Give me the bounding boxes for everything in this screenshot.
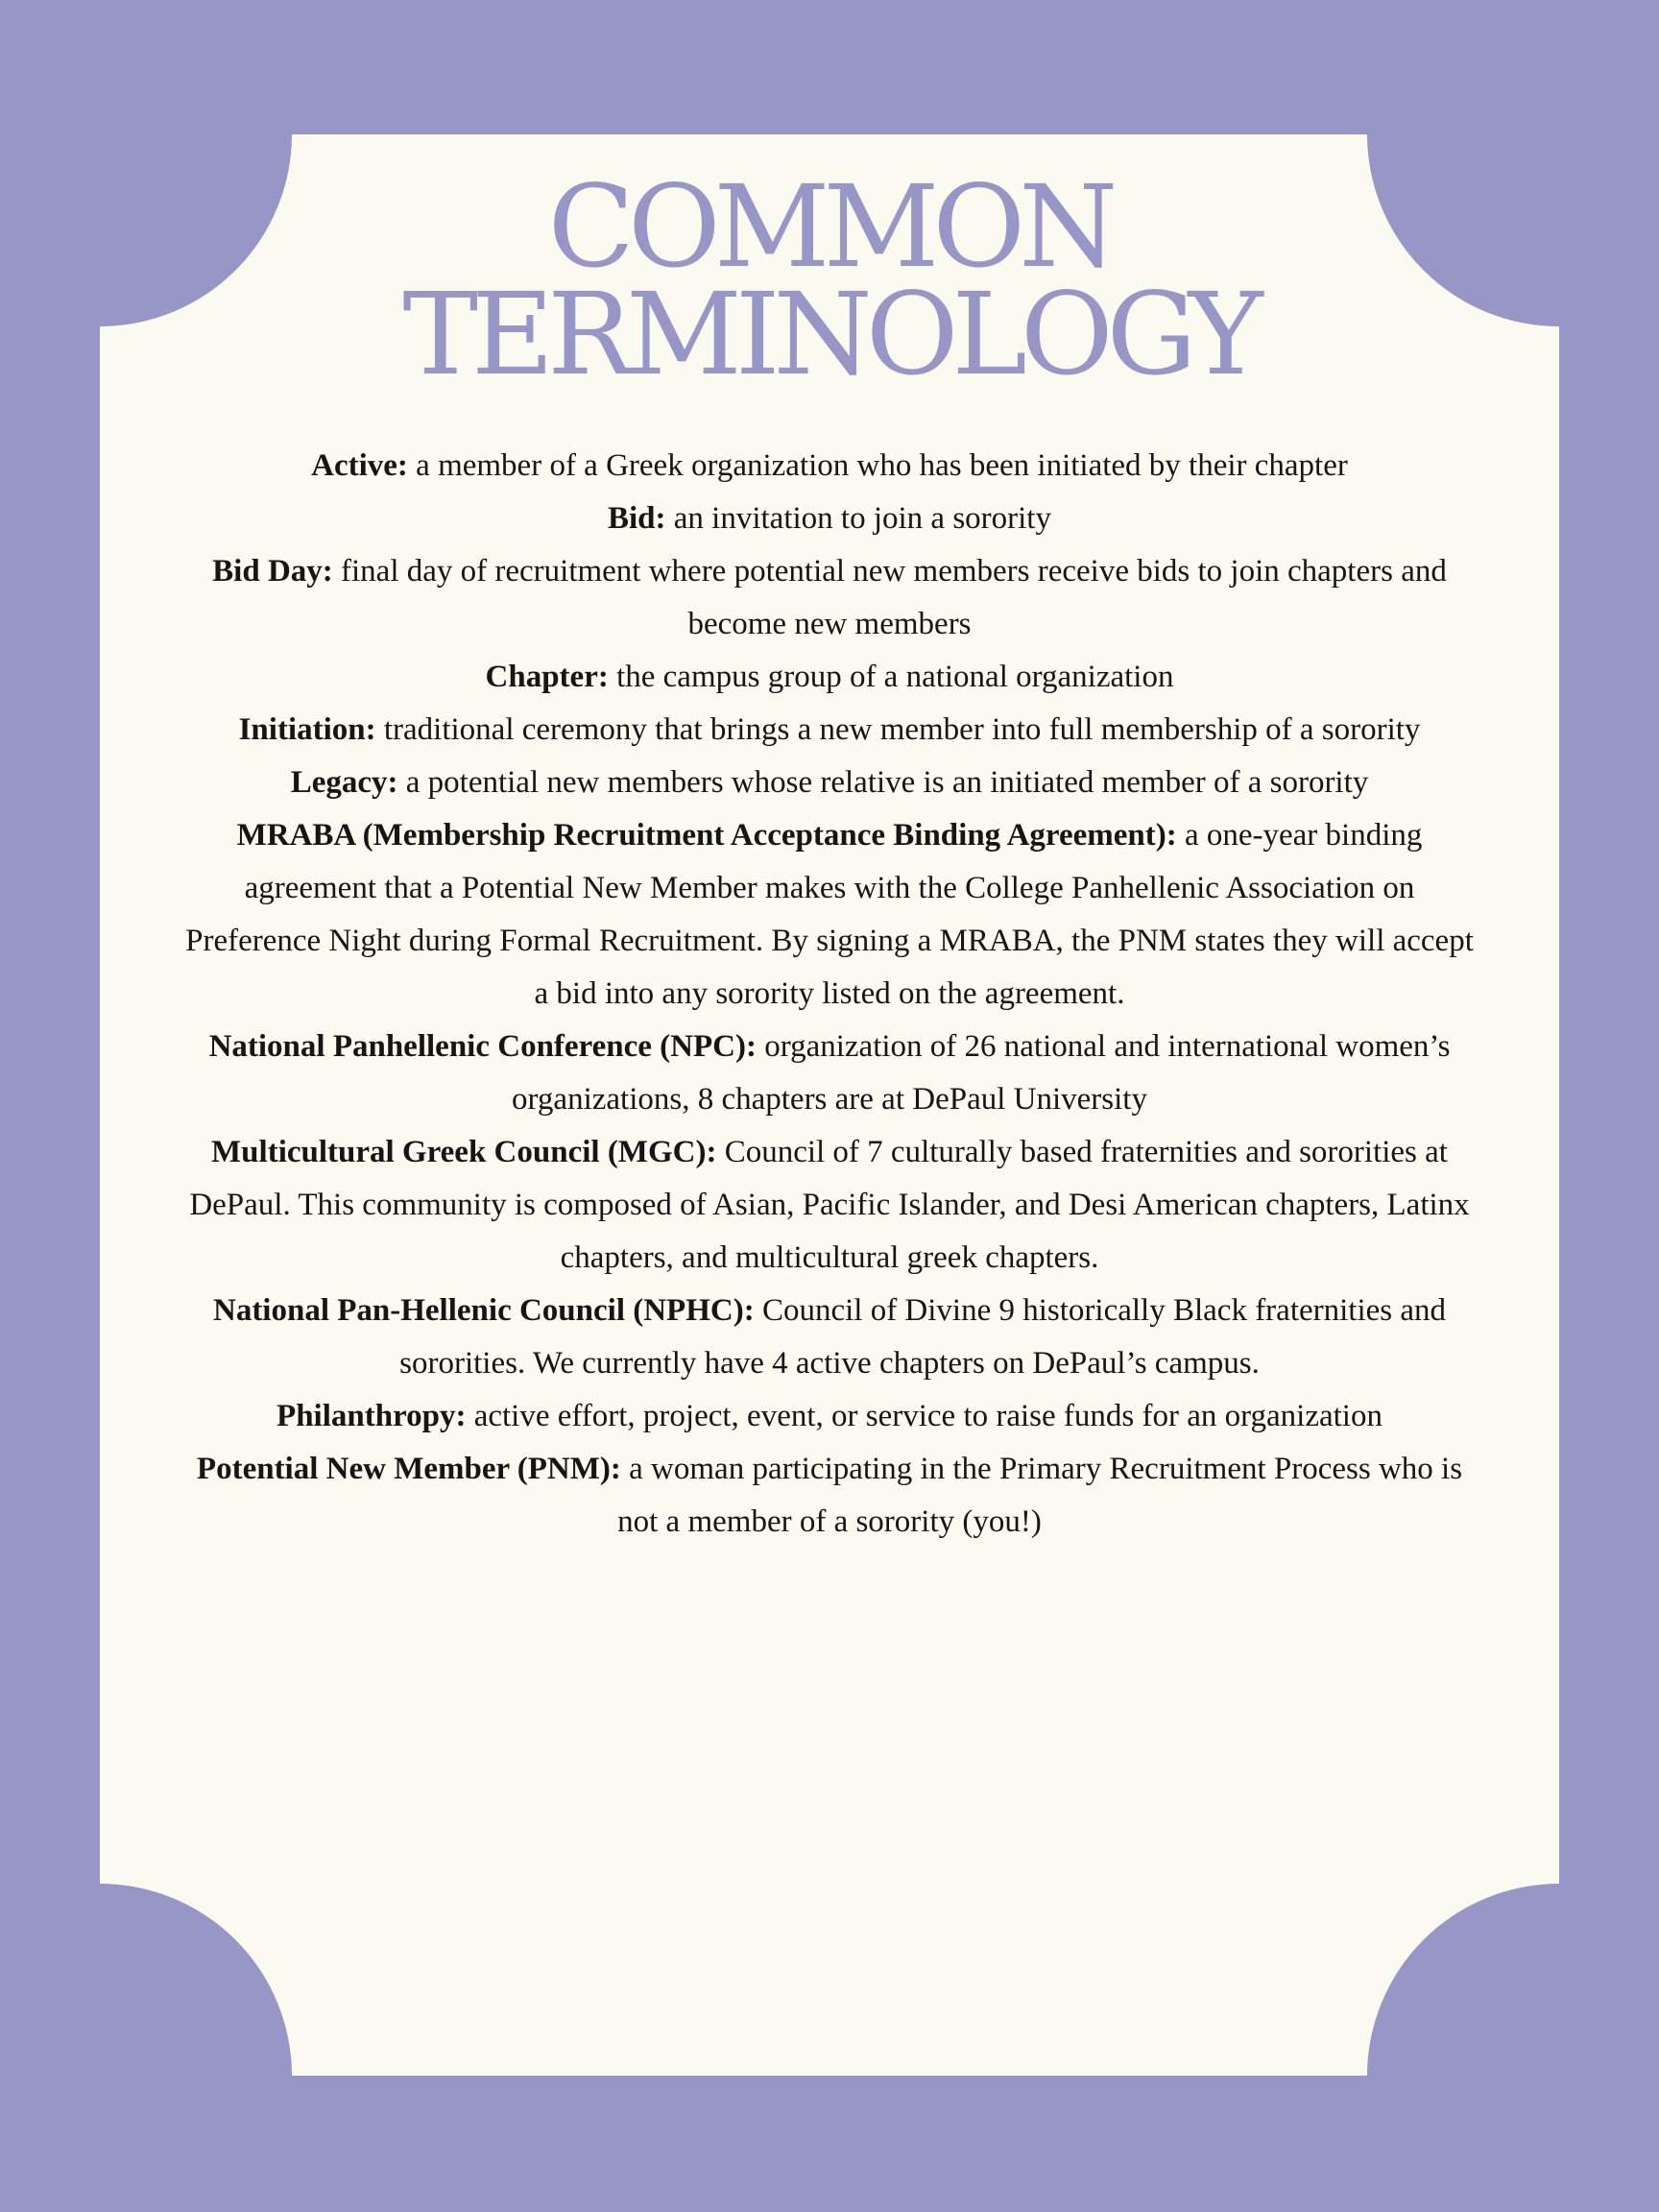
term-entry-mraba xyxy=(177,809,1482,915)
title-line-2: TERMINOLOGY xyxy=(402,268,1257,400)
page-title xyxy=(100,160,1559,400)
term-entry-philanthropy xyxy=(177,1390,1482,1443)
term-entry-nphc xyxy=(177,1285,1482,1390)
term-entry-active xyxy=(177,440,1482,493)
term-definition: active effort, project, event, or service to raise funds for an organization xyxy=(466,1399,1382,1433)
term-definition: an invitation to join a sorority xyxy=(665,501,1051,536)
term-entry-mgc xyxy=(177,1126,1482,1285)
term-entry-mraba-continued xyxy=(177,915,1482,1021)
title-line-1: COMMON xyxy=(547,160,1112,293)
term-definition: organization of 26 national and international women’s organizations, 8 chapters are at DePaul University xyxy=(512,1029,1451,1117)
term-entry-legacy xyxy=(177,757,1482,809)
term-entry-initiation xyxy=(177,704,1482,757)
term-name: National Pan-Hellenic Council (NPHC): xyxy=(212,1293,755,1328)
term-name: Bid: xyxy=(608,501,666,536)
term-name: Legacy: xyxy=(290,765,398,800)
term-entry-npc xyxy=(177,1021,1482,1126)
term-definition: Council of 7 culturally based fraternities and sororities at DePaul. This community is composed of Asian, Pacific Islander, and Desi American chapters, Latinx chapters, and multicultural greek chapters. xyxy=(189,1135,1470,1275)
terminology-card xyxy=(100,134,1559,2076)
term-definition: a member of a Greek organization who has been initiated by their chapter xyxy=(407,448,1348,483)
term-definition: a woman participating in the Primary Recruitment Process who is not a member of a sorority (you!) xyxy=(617,1452,1463,1539)
term-definition: traditional ceremony that brings a new member into full membership of a sorority xyxy=(375,712,1421,747)
term-entry-pnm xyxy=(177,1443,1482,1549)
term-name: Initiation: xyxy=(238,712,376,747)
term-definition: a potential new members whose relative is an initiated member of a sorority xyxy=(397,765,1369,800)
term-name: National Panhellenic Conference (NPC): xyxy=(208,1029,757,1064)
term-definition: the campus group of a national organization xyxy=(608,660,1174,694)
term-name: Multicultural Greek Council (MGC): xyxy=(211,1135,717,1169)
term-definition: Preference Night during Formal Recruitment. By signing a MRABA, the PNM states they will accept a bid into any sorority listed on the agreement. xyxy=(185,924,1474,1011)
term-name: Philanthropy: xyxy=(276,1399,467,1433)
terms-list xyxy=(177,440,1482,1549)
card-content xyxy=(100,134,1559,2076)
term-name: MRABA (Membership Recruitment Acceptance Binding Agreement): xyxy=(236,818,1177,853)
term-definition: a one-year binding agreement that a Potential New Member makes with the College Panhellenic Association on xyxy=(244,818,1423,905)
term-name: Active: xyxy=(311,448,408,483)
term-name: Potential New Member (PNM): xyxy=(196,1452,621,1486)
term-name: Bid Day: xyxy=(212,554,333,589)
term-entry-bid-day xyxy=(177,545,1482,651)
term-entry-chapter xyxy=(177,651,1482,704)
term-definition: Council of Divine 9 historically Black fraternities and sororities. We currently have 4 active chapters on DePaul’s campus. xyxy=(399,1293,1447,1381)
term-name: Chapter: xyxy=(485,660,609,694)
term-definition: final day of recruitment where potential new members receive bids to join chapters and become new members xyxy=(332,554,1447,641)
term-entry-bid xyxy=(177,493,1482,545)
